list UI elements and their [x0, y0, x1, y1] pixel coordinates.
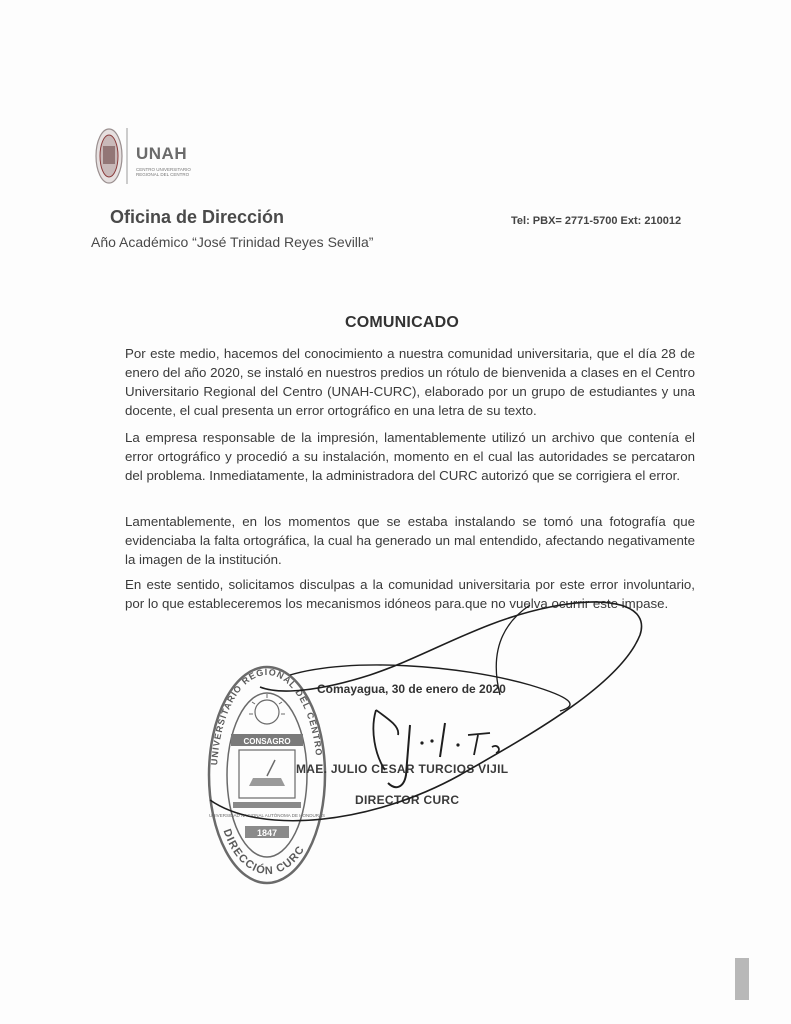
handwritten-signature — [200, 595, 650, 835]
logo-title: UNAH — [136, 144, 188, 163]
stamp-inner-text: UNIVERSIDAD NACIONAL AUTÓNOMA DE HONDURAS — [208, 813, 326, 818]
signer-role: DIRECTOR CURC — [355, 793, 460, 807]
unah-shield-icon — [92, 124, 132, 188]
phone-number: Tel: PBX= 2771-5700 Ext: 210012 — [511, 215, 682, 227]
paragraph-1: Por este medio, hacemos del conocimiento a nuestra comunidad universitaria, que el día 28 de enero del año 2020, se instaló en nuestros predios un rótulo de bienvenida a clases en el Centro Universitario Regional del Centro (UNAH-CURC), elaborado por un grupo de estudiantes y una docente, el cual presenta un error ortográfico en una letra de su texto. — [125, 346, 695, 418]
place-date: Comayagua, 30 de enero de 2020 — [317, 682, 506, 696]
paragraph-3: Lamentablemente, en los momentos que se estaba instalando se tomó una fotografía que evidenciaba la falta ortográfica, la cual ha generado un mal entendido, afectando negativamente la imagen de la institución. — [125, 514, 695, 567]
signer-name: MAE. JULIO CESAR TURCIOS VIJIL — [296, 762, 509, 776]
document-heading: COMUNICADO — [345, 314, 459, 331]
stamp-bottom-text: DIRECCIÓN CURC — [220, 827, 308, 878]
stamp-banner: CONSAGRO — [243, 737, 291, 746]
paragraph-2: La empresa responsable de la impresión, lamentablemente utilizó un archivo que contenía el error ortográfico y procedió a su instalación, momento en el cual las autoridades se percataron del problema. Inmediatamente, la administradora del CURC autorizó que se corrigiera el error. — [125, 430, 695, 483]
stamp-year: 1847 — [256, 828, 278, 838]
logo-subtitle-line1: CENTRO UNIVERSITARIO — [136, 167, 191, 172]
office-title: Oficina de Dirección — [110, 207, 285, 227]
unah-logo — [92, 124, 212, 188]
scan-edge-mark — [735, 958, 749, 1000]
logo-subtitle — [136, 167, 191, 177]
stamp-top-text: UNIVERSITARIO REGIONAL DEL CENTRO — [209, 666, 325, 766]
paragraph-4: En este sentido, solicitamos disculpas a la comunidad universitaria por este error involuntario, por lo que estableceremos los mecanismos idóneos para.que no vuelva ocurrir este impase. — [125, 577, 695, 611]
academic-year: Año Académico “José Trinidad Reyes Sevilla” — [91, 234, 374, 250]
logo-subtitle-line2: REGIONAL DEL CENTRO — [136, 172, 190, 177]
